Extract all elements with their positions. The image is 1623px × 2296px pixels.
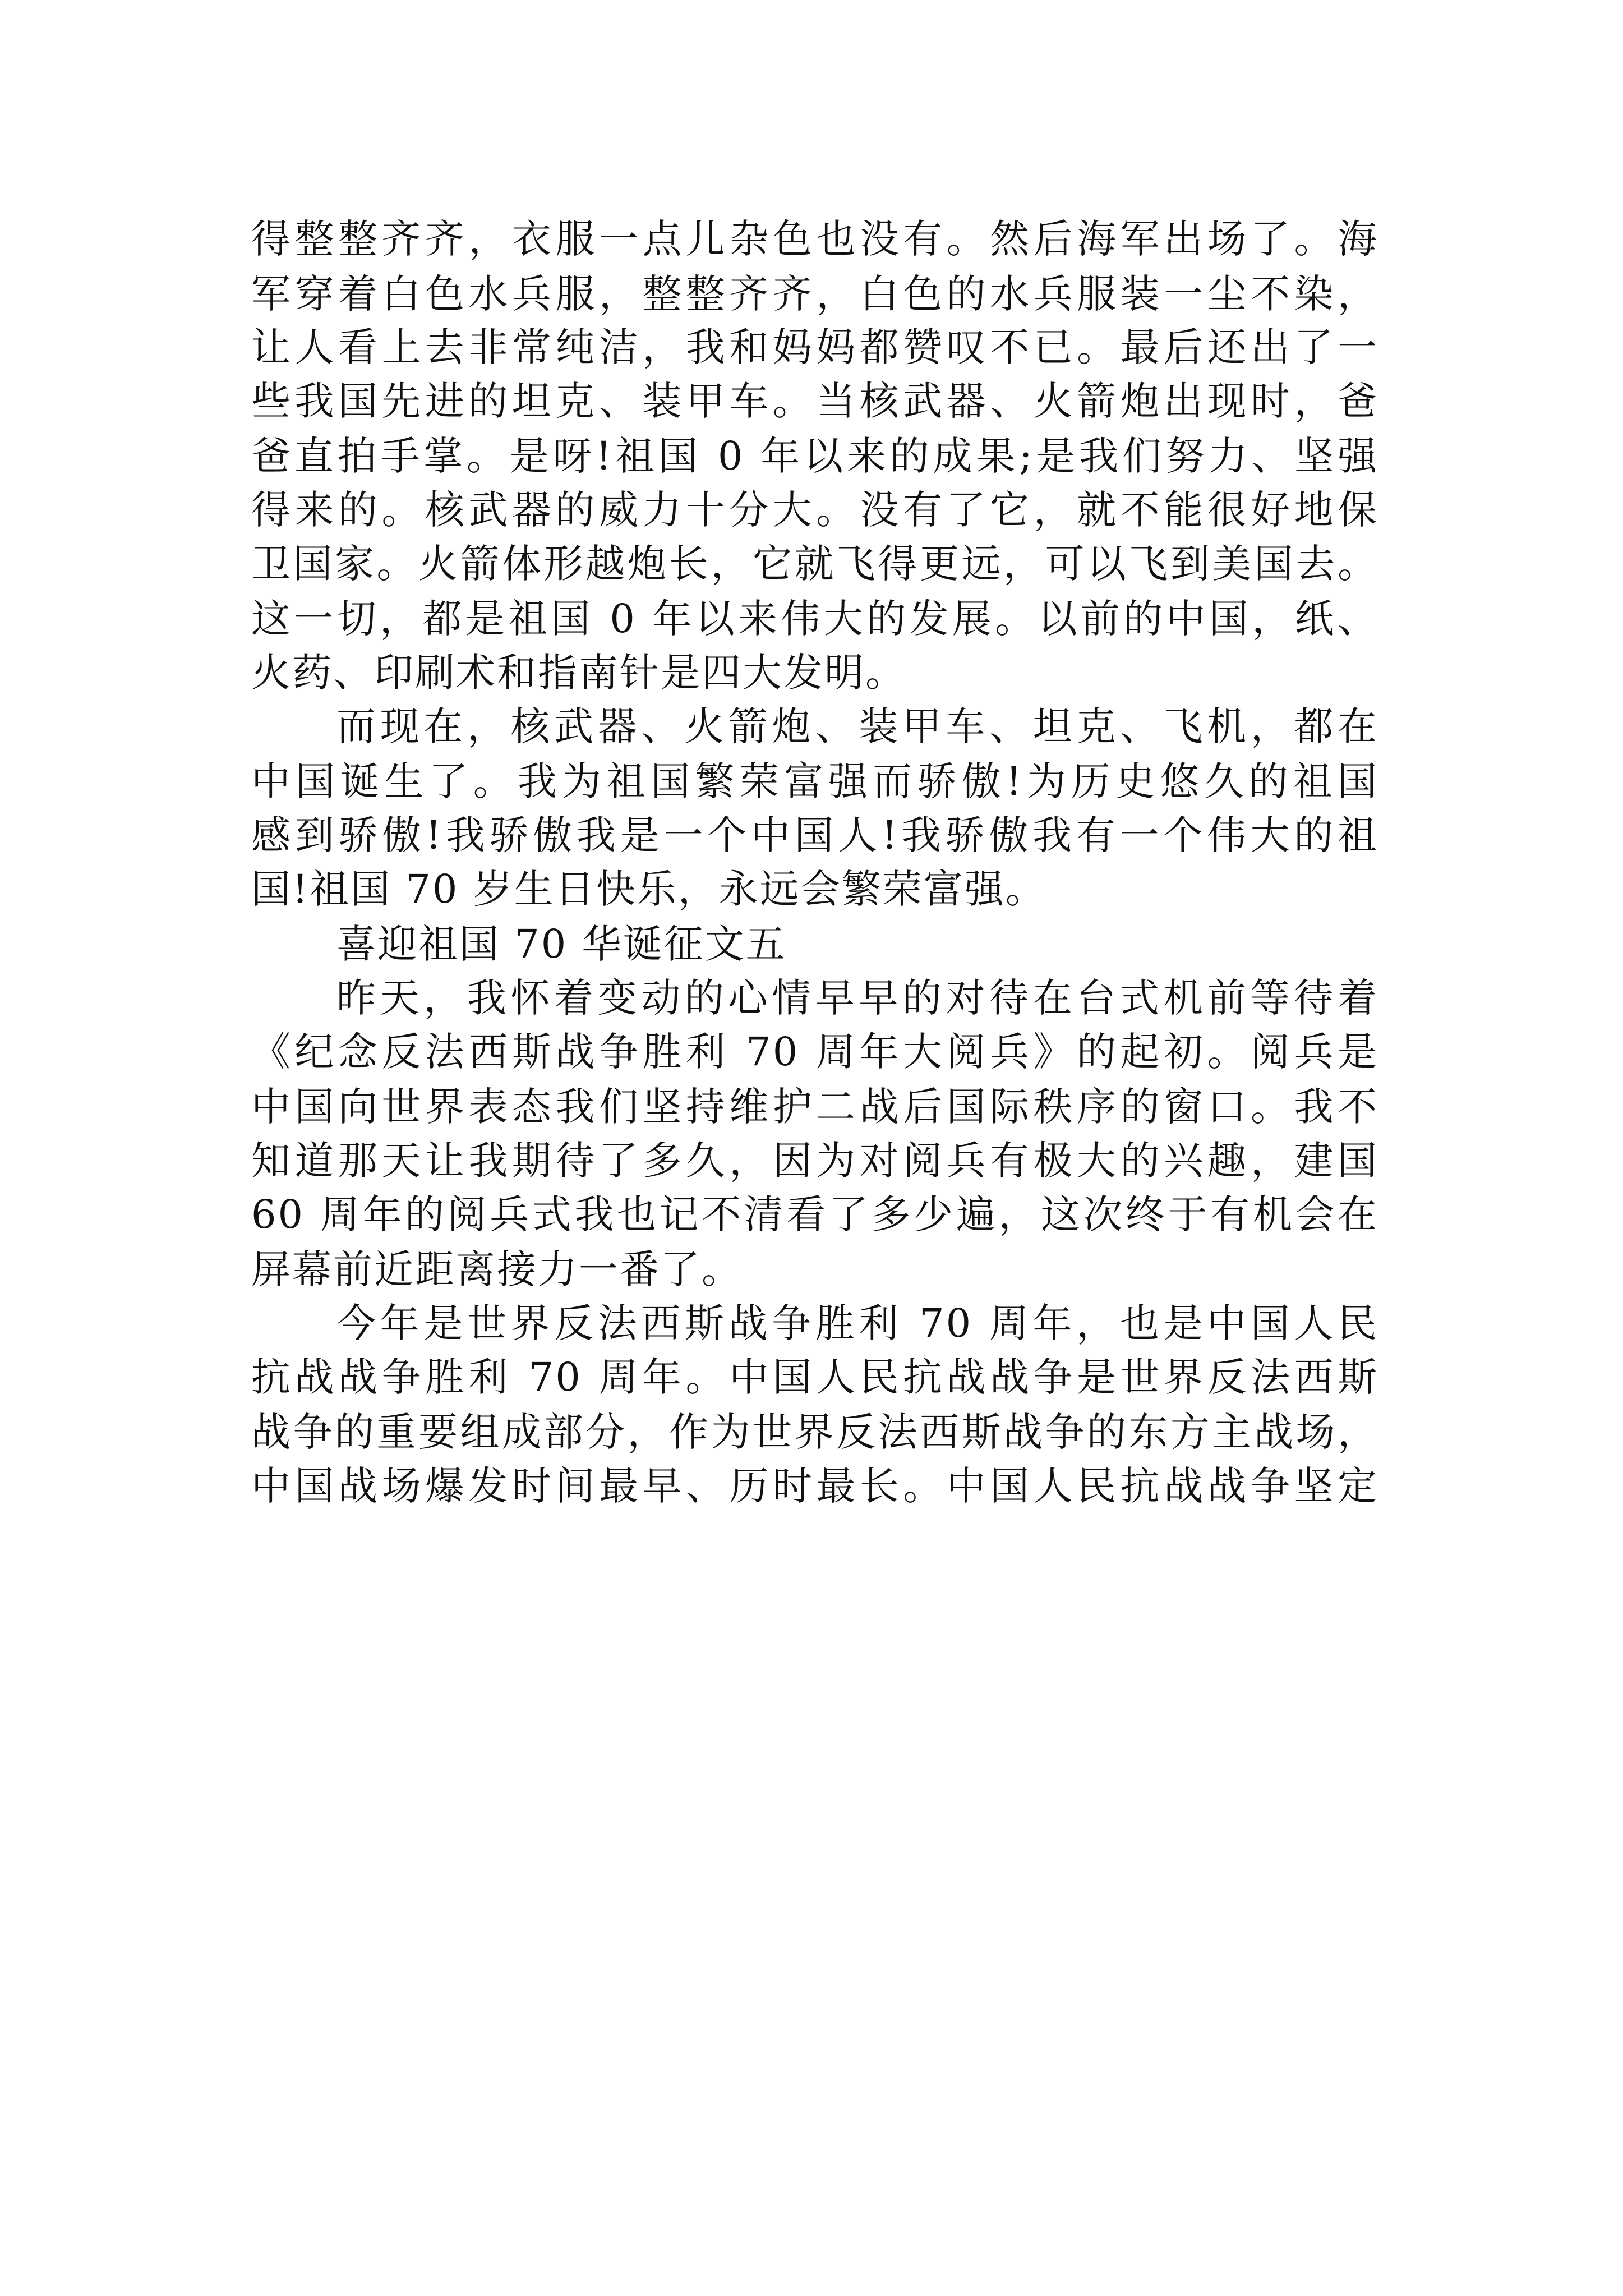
text-line: 卫国家。火箭体形越炮长，它就飞得更远，可以飞到美国去。 — [251, 541, 1378, 587]
text-line: 知道那天让我期待了多久，因为对阅兵有极大的兴趣，建国 — [251, 1138, 1378, 1184]
section-heading: 喜迎祖国 70 华诞征文五 — [336, 921, 787, 967]
text-line: 战争的重要组成部分，作为世界反法西斯战争的东方主战场， — [251, 1409, 1378, 1455]
text-line: 昨天，我怀着变动的心情早早的对待在台式机前等待着 — [336, 975, 1378, 1021]
text-line: 抗战战争胜利 70 周年。中国人民抗战战争是世界反法西斯 — [251, 1354, 1378, 1400]
text-line: 军穿着白色水兵服，整整齐齐，白色的水兵服装一尘不染， — [251, 271, 1378, 317]
text-line: 而现在，核武器、火箭炮、装甲车、坦克、飞机，都在 — [336, 703, 1378, 749]
text-line: 感到骄傲!我骄傲我是一个中国人!我骄傲我有一个伟大的祖 — [251, 812, 1378, 858]
text-line: 中国向世界表态我们坚持维护二战后国际秩序的窗口。我不 — [251, 1084, 1378, 1130]
text-line: 些我国先进的坦克、装甲车。当核武器、火箭炮出现时，爸 — [251, 378, 1378, 424]
text-line: 让人看上去非常纯洁，我和妈妈都赞叹不已。最后还出了一 — [251, 324, 1378, 370]
text-line: 得整整齐齐，衣服一点儿杂色也没有。然后海军出场了。海 — [251, 216, 1378, 262]
text-line: 中国诞生了。我为祖国繁荣富强而骄傲!为历史悠久的祖国 — [251, 758, 1378, 804]
text-line: 中国战场爆发时间最早、历时最长。中国人民抗战战争坚定 — [251, 1463, 1378, 1509]
text-line: 这一切，都是祖国 0 年以来伟大的发展。以前的中国，纸、 — [251, 596, 1378, 642]
text-line: 今年是世界反法西斯战争胜利 70 周年，也是中国人民 — [336, 1300, 1378, 1346]
text-line: 得来的。核武器的威力十分大。没有了它，就不能很好地保 — [251, 487, 1378, 533]
text-line: 60 周年的阅兵式我也记不清看了多少遍，这次终于有机会在 — [251, 1191, 1378, 1237]
text-line: 屏幕前近距离接力一番了。 — [251, 1246, 743, 1292]
text-line: 火药、印刷术和指南针是四大发明。 — [251, 650, 906, 696]
text-line: 国!祖国 70 岁生日快乐，永远会繁荣富强。 — [251, 866, 1046, 912]
text-line: 《纪念反法西斯战争胜利 70 周年大阅兵》的起初。阅兵是 — [251, 1029, 1378, 1075]
text-line: 爸直拍手掌。是呀!祖国 0 年以来的成果;是我们努力、坚强 — [251, 433, 1378, 479]
